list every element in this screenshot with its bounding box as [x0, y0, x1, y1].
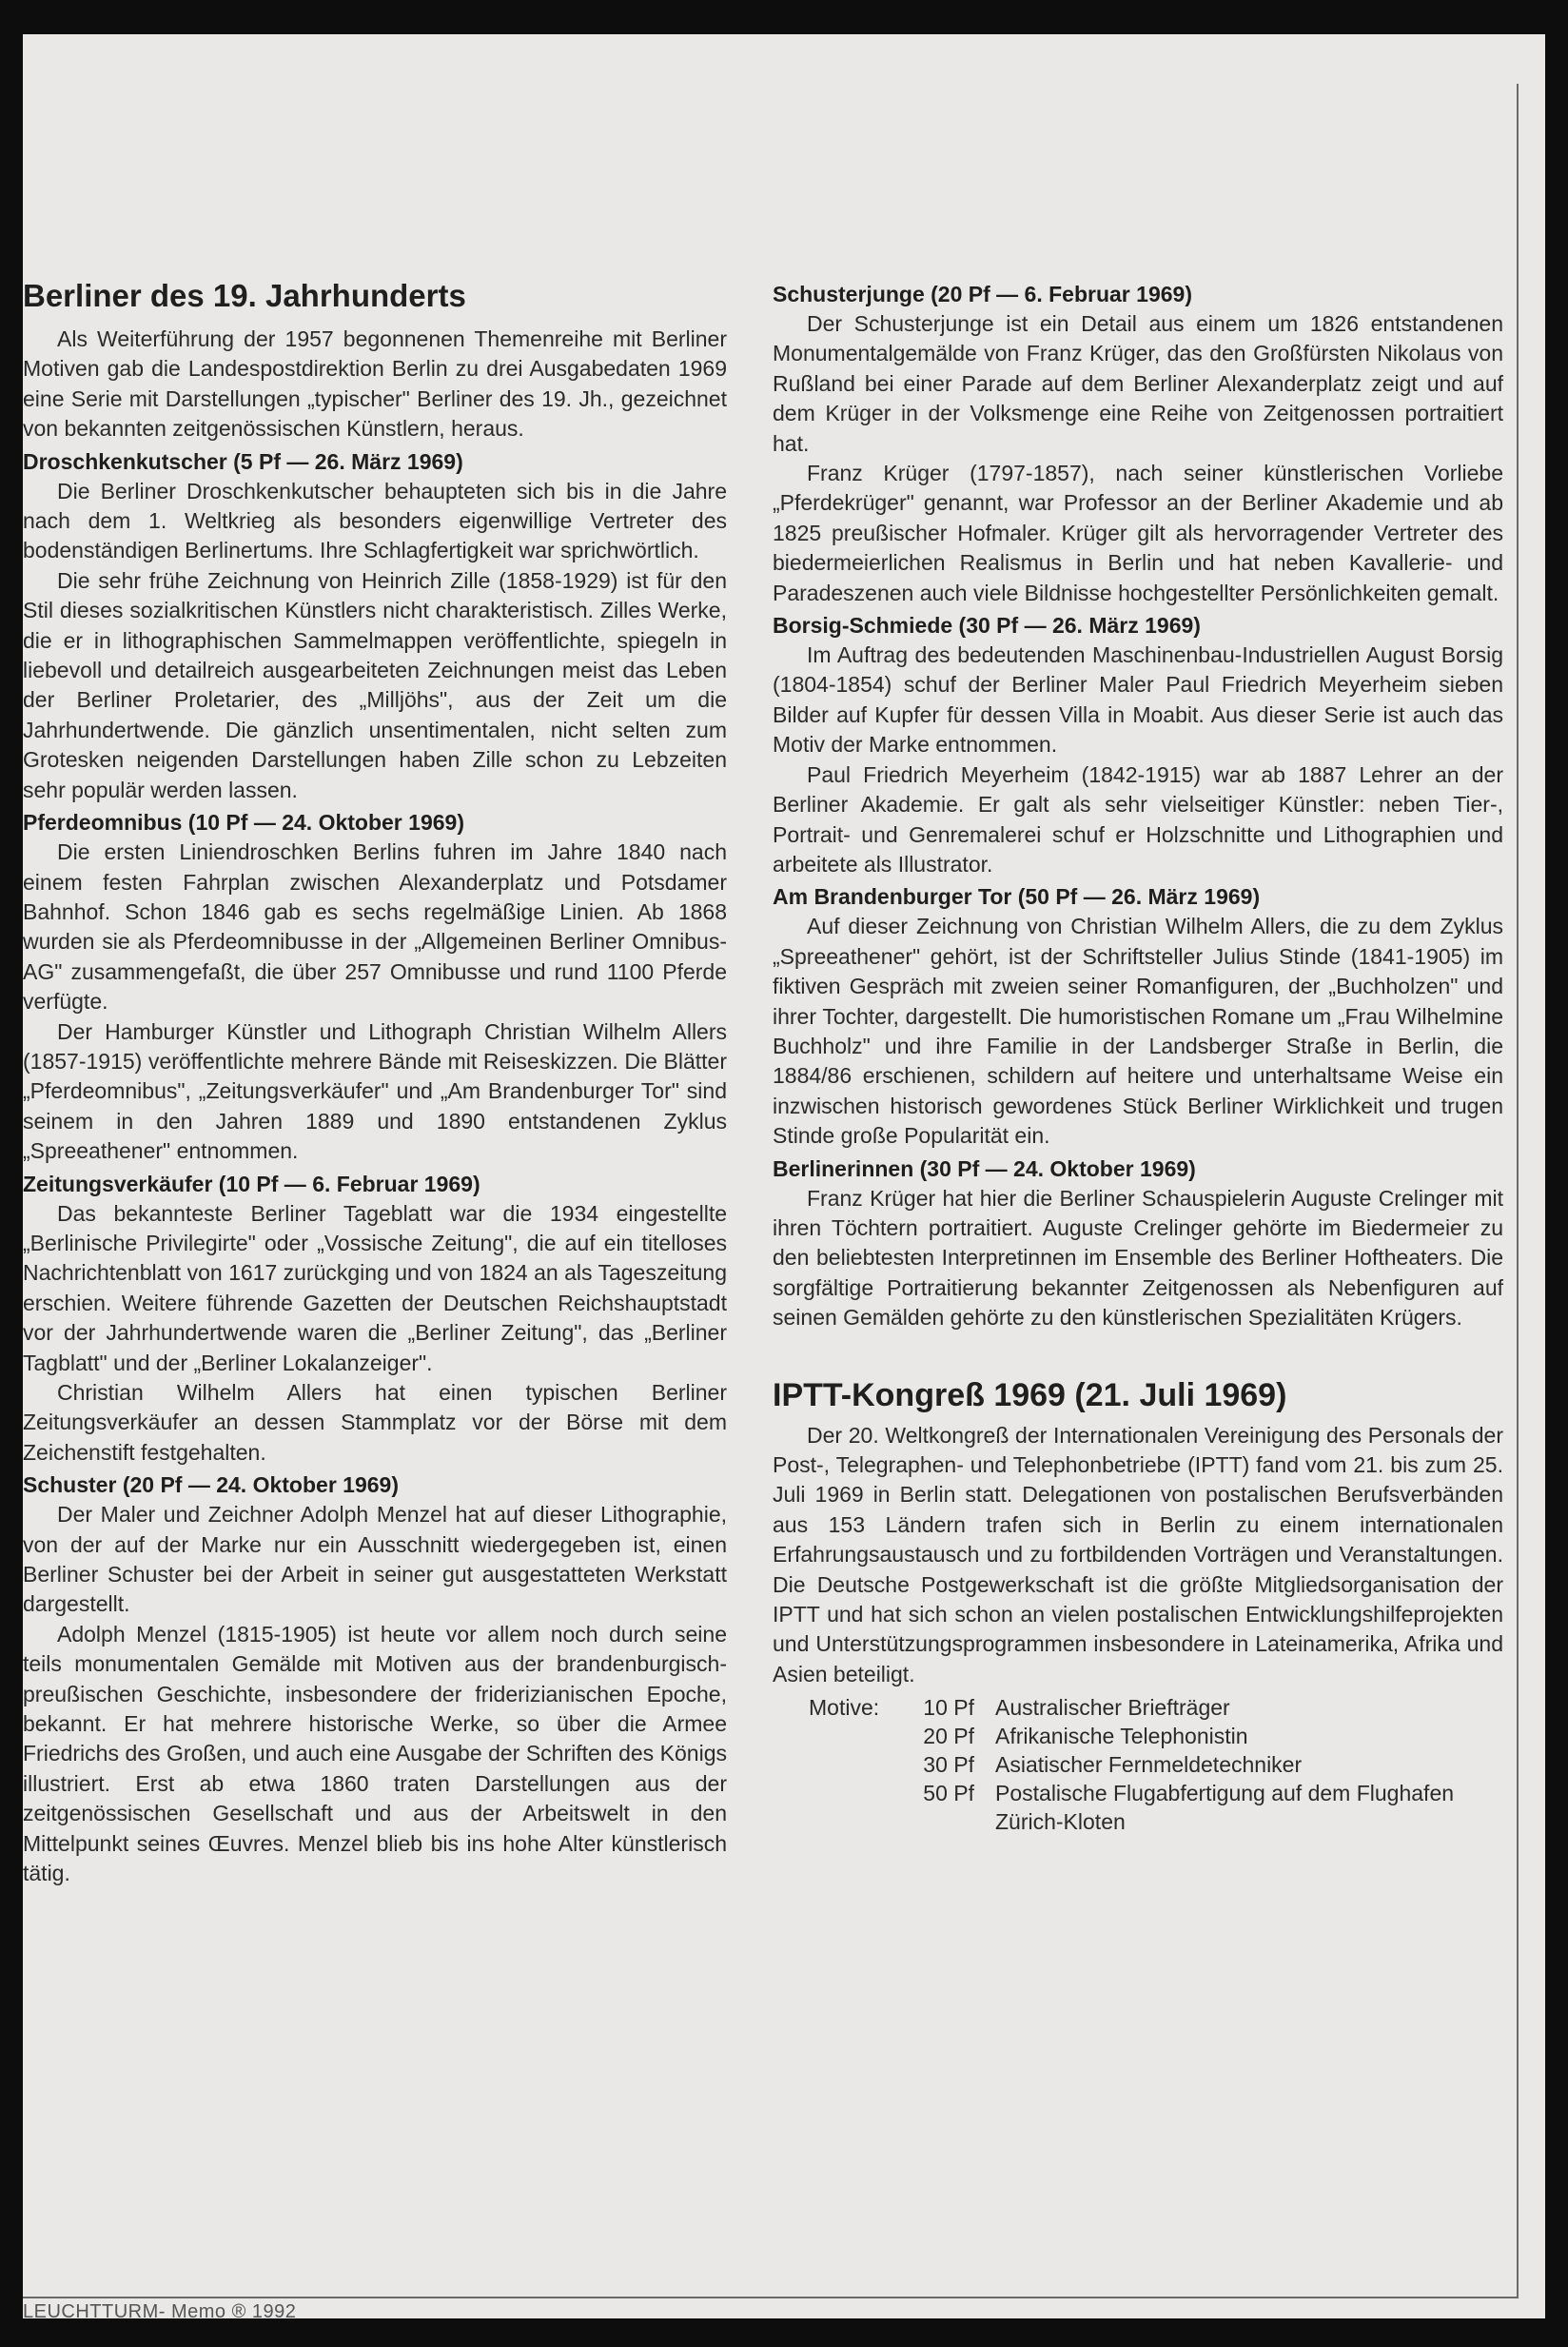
motive-row	[773, 1722, 1503, 1750]
motive-label-spacer	[773, 1779, 894, 1836]
right-column	[773, 277, 1503, 1836]
stamp-title: Schuster (20 Pf — 24. Oktober 1969)	[23, 1472, 399, 1498]
stamp-title: Am Brandenburger Tor (50 Pf — 26. März 1969)	[773, 884, 1261, 910]
paragraph: Die ersten Liniendroschken Berlins fuhren im Jahre 1840 nach einem festen Fahrplan zwischen Alexanderplatz und Potsdamer Bahnhof. Schon 1846 gab es sechs regelmäßige Linien. Ab 1868 wurden sie als Pferdeomnibusse in der „Allgemeinen Berliner Omnibus-AG" zusammengefaßt, die über 257 Omnibusse und rund 1100 Pferde verfügte.	[23, 839, 727, 1015]
paragraph: Christian Wilhelm Allers hat einen typischen Berliner Zeitungsverkäufer an dessen Stammplatz vor der Börse mit dem Zeichenstift festgehalten.	[23, 1380, 727, 1465]
intro-paragraph: Als Weiterführung der 1957 begonnenen Themenreihe mit Berliner Motiven gab die Landespostdirektion Berlin zu drei Ausgabedaten 1969 eine Serie mit Darstellungen „typischer" Berliner des 19. Jh., gezeichnet von bekannten zeitgenössischen Künstlern, heraus.	[23, 326, 727, 442]
paragraph: Der Hamburger Künstler und Lithograph Christian Wilhelm Allers (1857-1915) veröffentlichte mehrere Bände mit Reiseskizzen. Die Blätter „Pferdeomnibus", „Zeitungsverkäufer" und „Am Brandenburger Tor" sind seinem in den Jahren 1889 und 1890 entstandenen Zyklus „Spreeathener" entnommen.	[23, 1018, 727, 1164]
paragraph: Das bekannteste Berliner Tageblatt war die 1934 eingestellte „Berlinische Privilegirte" oder „Vossische Zeitung", die auf ein titelloses Nachrichtenblatt von 1617 zurückging und von 1824 an als Tageszeitung erschien. Weitere führende Gazetten der Deutschen Reichshauptstadt vor der Jahrhundertwende waren die „Berliner Zeitung", das „Berliner Tagblatt" und der „Berliner Lokalanzeiger".	[23, 1200, 727, 1375]
paragraph: Auf dieser Zeichnung von Christian Wilhelm Allers, die zu dem Zyklus „Spreeathener" gehört, ist der Schriftsteller Julius Stinde (1841-1905) im fiktiven Gespräch mit zweien seiner Romanfiguren, der „Buchholzen" und ihrer Tochter, dargestellt. Die humoristischen Romane um „Frau Wilhelmine Buchholz" und ihre Familie in der Landsberger Straße in Berlin, die 1884/86 erschienen, schildern auf heitere und unterhaltsame Weise ein inzwischen historisch gewordenes Stück Berliner Wirklichkeit und trugen Stinde große Popularität ein.	[773, 914, 1503, 1149]
motive-label-spacer	[773, 1750, 894, 1779]
stamp-title: Berlinerinnen (30 Pf — 24. Oktober 1969)	[773, 1155, 1196, 1181]
motive-value: 50 Pf	[923, 1781, 974, 1806]
paragraph: Der 20. Weltkongreß der Internationalen Vereinigung des Personals der Post-, Telegraphen- und Telephonbetriebe (IPTT) fand vom 21. bis zum 25. Juli 1969 in Berlin statt. Delegationen von postalischen Berufsverbänden aus 153 Ländern trafen sich in Berlin zu einem internationalen Erfahrungsaustausch und zu fortbildenden Vorträgen und Veranstaltungen. Die Deutsche Postgewerkschaft ist die größte Mitgliedsorganisation der IPTT und hat sich schon an vielen postalischen Entwicklungshilfeprojekten und Unterstützungsprogrammen insbesondere in Lateinamerika, Afrika und Asien beteiligt.	[773, 1422, 1503, 1686]
paragraph: Franz Krüger hat hier die Berliner Schauspielerin Auguste Crelinger mit ihren Töchtern portraitiert. Auguste Crelinger gehörte im Biedermeier zu den beliebtesten Interpretinnen im Ensemble des Berliner Hoftheaters. Die sorgfältige Portraitierung bekannter Zeitgenossen als Nebenfiguren auf seinen Gemälden gehörte zu den künstlerischen Spezialitäten Krügers.	[773, 1185, 1503, 1331]
album-page	[23, 34, 1545, 2318]
paragraph: Die Berliner Droschkenkutscher behaupteten sich bis in die Jahre nach dem 1. Weltkrieg als besonders eigenwillige Vertreter des bodenständigen Berlinertums. Ihre Schlagfertigkeit war sprichwörtlich.	[23, 478, 727, 563]
paragraph: Der Maler und Zeichner Adolph Menzel hat auf dieser Lithographie, von der auf der Marke nur ein Ausschnitt wiedergegeben ist, einen Berliner Schuster bei der Arbeit in seiner gut ausgestatteten Werkstatt dargestellt.	[23, 1502, 727, 1617]
section-heading: Berliner des 19. Jahrhunderts	[23, 278, 466, 313]
motive-label-spacer	[773, 1722, 894, 1750]
paragraph: Adolph Menzel (1815-1905) ist heute vor allem noch durch seine teils monumentalen Gemälde mit Motiven aus der brandenburgisch-preußischen Geschichte, insbesondere der friderizianischen Epoche, bekannt. Er hat mehrere historische Werke, so über die Armee Friedrichs des Großen, und auch eine Ausgabe der Schriften des Königs illustriert. Erst ab etwa 1860 traten Darstellungen aus der zeitgenössischen Gesellschaft und aus der Arbeitswelt in den Mittelpunkt seines Œuvres. Menzel blieb bis ins hohe Alter künstlerisch tätig.	[23, 1621, 727, 1886]
motive-row	[773, 1779, 1503, 1836]
motive-value: 30 Pf	[923, 1752, 974, 1778]
motive-label: Motive:	[809, 1695, 880, 1721]
motive-description: Afrikanische Telephonistin	[995, 1724, 1248, 1749]
section-heading: IPTT-Kongreß 1969 (21. Juli 1969)	[773, 1376, 1287, 1413]
stamp-title: Droschkenkutscher (5 Pf — 26. März 1969)	[23, 448, 463, 474]
motive-value: 10 Pf	[923, 1695, 974, 1721]
motive-row	[773, 1693, 1503, 1722]
left-column	[23, 277, 727, 1889]
stamp-title: Borsig-Schmiede (30 Pf — 26. März 1969)	[773, 613, 1201, 639]
motive-list	[773, 1693, 1503, 1836]
paragraph: Die sehr frühe Zeichnung von Heinrich Zille (1858-1929) ist für den Stil dieses sozialkritischen Künstlers nicht charakteristisch. Zilles Werke, die er in lithographischen Sammelmappen veröffentlichte, spiegeln in liebevoll und detailreich ausgearbeiteten Zeichnungen meist das Leben der Berliner Proletarier, des „Milljöhs", aus der Zeit um die Jahrhundertwende. Die gänzlich unsentimentalen, nicht selten zum Grotesken neigenden Darstellungen haben Zille schon zu Lebzeiten sehr populär werden lassen.	[23, 567, 727, 802]
motive-description: Australischer Briefträger	[995, 1695, 1230, 1721]
paragraph: Der Schusterjunge ist ein Detail aus einem um 1826 entstandenen Monumentalgemälde von Franz Krüger, das den Großfürsten Nikolaus von Rußland bei einer Parade auf dem Berliner Alexanderplatz zeigt und auf dem Krüger in der Volksmenge eine Reihe von Zeitgenossen portraitiert hat.	[773, 311, 1503, 456]
motive-row	[773, 1750, 1503, 1779]
motive-value: 20 Pf	[923, 1724, 974, 1749]
footer-imprint: LEUCHTTURM- Memo ® 1992	[23, 2301, 297, 2318]
stamp-title: Schusterjunge (20 Pf — 6. Februar 1969)	[773, 282, 1192, 306]
stamp-title: Pferdeomnibus (10 Pf — 24. Oktober 1969)	[23, 810, 464, 836]
paragraph: Franz Krüger (1797-1857), nach seiner künstlerischen Vorliebe „Pferdekrüger" genannt, war Professor an der Berliner Akademie und ab 1825 preußischer Hofmaler. Krüger gilt als hervorragender Vertreter des biedermeierlichen Realismus in Berlin und hat neben Kavallerie- und Paradeszenen auch viele Bildnisse hochgestellter Persönlichkeiten gemalt.	[773, 461, 1503, 605]
paragraph: Paul Friedrich Meyerheim (1842-1915) war ab 1887 Lehrer an der Berliner Akademie. Er galt als sehr vielseitiger Künstler: neben Tier-, Portrait- und Genremalerei schuf er Holzschnitte und Lithographien und arbeitete als Illustrator.	[773, 761, 1503, 877]
paragraph: Im Auftrag des bedeutenden Maschinenbau-Industriellen August Borsig (1804-1854) schuf der Berliner Maler Paul Friedrich Meyerheim sieben Bilder auf Kupfer für dessen Villa in Moabit. Aus dieser Serie ist auch das Motiv der Marke entnommen.	[773, 642, 1503, 758]
stamp-title: Zeitungsverkäufer (10 Pf — 6. Februar 1969)	[23, 1171, 480, 1196]
motive-description: Asiatischer Fernmeldetechniker	[995, 1752, 1303, 1778]
motive-description: Postalische Flugabfertigung auf dem Flughafen Zürich-Kloten	[995, 1781, 1455, 1835]
